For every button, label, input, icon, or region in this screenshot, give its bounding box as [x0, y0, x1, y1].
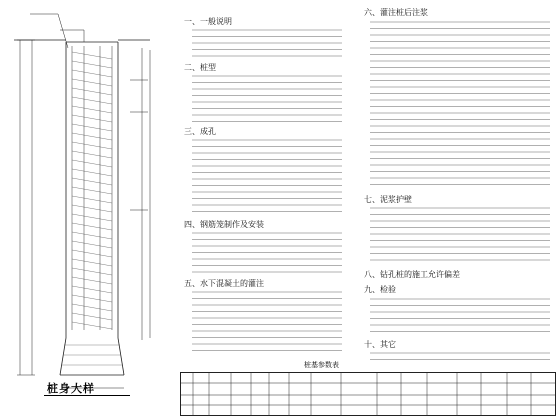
- spiral-stirrup: [72, 169, 112, 176]
- heading-cage: 四、钢筋笼制作及安装: [184, 220, 264, 229]
- title-underline: [44, 395, 130, 396]
- spiral-stirrup: [72, 223, 112, 230]
- spiral-stirrup: [72, 322, 112, 329]
- spiral-stirrup: [72, 304, 112, 311]
- heading-inspection: 九、检验: [364, 285, 396, 294]
- spiral-stirrup: [72, 133, 112, 140]
- spiral-stirrup: [72, 196, 112, 203]
- table-grid: [181, 373, 555, 415]
- note-text-lines: [192, 22, 550, 360]
- spiral-stirrup: [72, 313, 112, 320]
- heading-post-grouting: 六、灌注桩后注浆: [364, 8, 428, 17]
- spiral-stirrup: [72, 250, 112, 257]
- heading-other: 十、其它: [364, 340, 396, 349]
- heading-start-conditions: 八、钻孔桩的施工允许偏差: [364, 270, 460, 279]
- spiral-stirrup: [72, 97, 112, 104]
- spiral-stirrup: [72, 124, 112, 131]
- heading-underwater-concrete: 五、水下混凝土的灌注: [184, 279, 264, 288]
- spiral-stirrups: [72, 52, 112, 329]
- spiral-stirrup: [72, 106, 112, 113]
- table-title: 桩基参数表: [304, 361, 339, 369]
- leader-lines: [30, 14, 148, 210]
- bottom-concrete-fill: [62, 345, 122, 365]
- heading-general: 一、一般说明: [184, 17, 232, 26]
- spiral-stirrup: [72, 88, 112, 95]
- heading-drilling: 三、成孔: [184, 127, 216, 136]
- spiral-stirrup: [72, 277, 112, 284]
- spiral-stirrup: [72, 205, 112, 212]
- spiral-stirrup: [72, 232, 112, 239]
- spiral-stirrup: [72, 286, 112, 293]
- spiral-stirrup: [72, 259, 112, 266]
- pile-parameter-table: [180, 372, 556, 416]
- spiral-stirrup: [72, 79, 112, 86]
- spiral-stirrup: [72, 187, 112, 194]
- spiral-stirrup: [72, 295, 112, 302]
- spiral-stirrup: [72, 52, 112, 59]
- spiral-stirrup: [72, 178, 112, 185]
- detail-title: 桩身大样: [47, 382, 95, 395]
- spiral-stirrup: [72, 70, 112, 77]
- spiral-stirrup: [72, 151, 112, 158]
- spiral-stirrup: [72, 142, 112, 149]
- spiral-stirrup: [72, 214, 112, 221]
- spiral-stirrup: [72, 160, 112, 167]
- heading-pile-type: 二、桩型: [184, 63, 216, 72]
- spiral-stirrup: [72, 241, 112, 248]
- spiral-stirrup: [72, 268, 112, 275]
- spiral-stirrup: [72, 115, 112, 122]
- spiral-stirrup: [72, 61, 112, 68]
- dimension-lines: [17, 40, 150, 388]
- heading-mud-wall: 七、泥浆护壁: [364, 195, 412, 204]
